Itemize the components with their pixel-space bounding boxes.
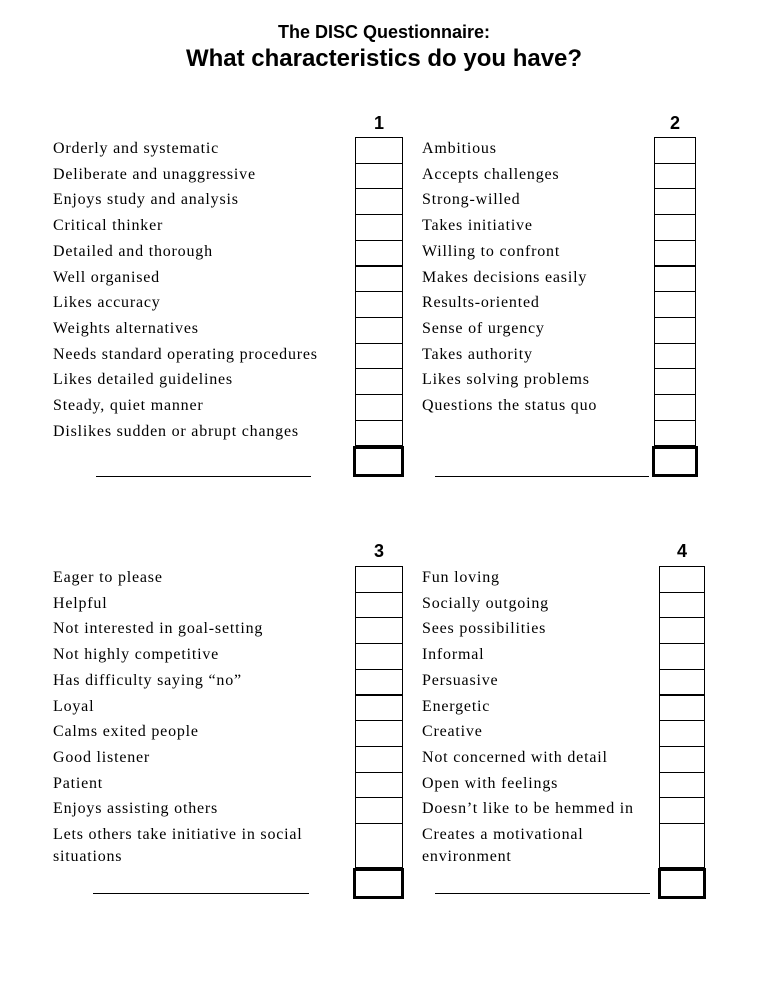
characteristic-label: Questions the status quo (422, 397, 598, 414)
characteristic-checkbox[interactable] (355, 266, 403, 293)
characteristic-label: Willing to confront (422, 242, 561, 260)
section-total-box[interactable] (652, 446, 698, 477)
characteristic-label: Deliberate and unaggressive (53, 165, 256, 183)
characteristic-checkbox[interactable] (659, 669, 705, 696)
characteristic-checkbox[interactable] (355, 343, 403, 370)
characteristic-label: Steady, quiet manner (53, 397, 204, 414)
characteristic-checkbox[interactable] (659, 695, 705, 722)
characteristic-checkbox[interactable] (355, 137, 403, 164)
characteristic-label: Likes solving problems (422, 371, 590, 389)
characteristic-checkbox[interactable] (659, 797, 705, 824)
characteristic-checkbox[interactable] (654, 420, 696, 447)
characteristic-label: Socially outgoing (422, 594, 549, 612)
section-number-2: 2 (669, 113, 680, 133)
characteristic-label: Accepts challenges (422, 165, 560, 183)
characteristic-checkbox[interactable] (355, 566, 403, 593)
characteristic-checkbox[interactable] (654, 188, 696, 215)
characteristic-label: Energetic (422, 697, 491, 715)
characteristic-checkbox[interactable] (654, 163, 696, 190)
characteristic-label: Strong-willed (422, 191, 521, 209)
characteristic-label: Has difficulty saying “no” (53, 671, 242, 689)
characteristic-checkbox[interactable] (355, 188, 403, 215)
characteristic-label: Helpful (53, 594, 108, 612)
characteristic-checkbox[interactable] (654, 291, 696, 318)
section-total-box[interactable] (658, 868, 706, 899)
page-subtitle: What characteristics do you have? (185, 45, 583, 72)
characteristic-checkbox[interactable] (355, 592, 403, 619)
characteristic-label: environment (422, 848, 512, 865)
characteristic-checkbox[interactable] (659, 592, 705, 619)
characteristic-label: situations (53, 848, 123, 865)
characteristic-label: Critical thinker (53, 217, 164, 235)
section-total-box[interactable] (353, 446, 404, 477)
characteristic-label: Lets others take initiative in social (53, 826, 303, 843)
characteristic-checkbox[interactable] (355, 746, 403, 773)
characteristic-label: Needs standard operating procedures (53, 345, 318, 363)
section-signature-line[interactable] (93, 893, 309, 894)
section-total-box[interactable] (353, 868, 404, 899)
section-signature-line[interactable] (96, 476, 311, 477)
characteristic-checkbox[interactable] (659, 772, 705, 799)
characteristic-checkbox[interactable] (355, 797, 403, 824)
characteristic-label: Not interested in goal-setting (53, 620, 264, 638)
characteristic-label: Not concerned with detail (422, 748, 608, 766)
characteristic-label: Sense of urgency (422, 319, 545, 337)
characteristic-checkbox[interactable] (355, 240, 403, 267)
characteristic-label: Enjoys assisting others (53, 800, 219, 818)
characteristic-checkbox[interactable] (355, 214, 403, 241)
characteristic-checkbox[interactable] (355, 394, 403, 421)
characteristic-label: Sees possibilities (422, 620, 547, 638)
section-number-1: 1 (373, 113, 384, 133)
characteristic-checkbox[interactable] (355, 617, 403, 644)
characteristic-checkbox[interactable] (355, 695, 403, 722)
characteristic-label: Takes authority (422, 345, 533, 363)
characteristic-checkbox[interactable] (355, 291, 403, 318)
characteristic-label: Enjoys study and analysis (53, 191, 239, 209)
characteristic-checkbox[interactable] (654, 343, 696, 370)
characteristic-label: Fun loving (422, 569, 500, 586)
characteristic-checkbox[interactable] (654, 368, 696, 395)
characteristic-label: Informal (422, 646, 485, 664)
characteristic-checkbox[interactable] (654, 137, 696, 164)
characteristic-checkbox[interactable] (355, 720, 403, 747)
characteristic-label: Good listener (53, 748, 151, 766)
characteristic-checkbox[interactable] (355, 643, 403, 670)
characteristic-label: Well organised (53, 268, 160, 286)
characteristic-label: Loyal (53, 697, 95, 715)
characteristic-checkbox[interactable] (659, 566, 705, 593)
characteristic-checkbox[interactable] (355, 420, 403, 447)
characteristic-checkbox[interactable] (659, 746, 705, 773)
characteristic-checkbox[interactable] (654, 240, 696, 267)
characteristic-label: Takes initiative (422, 217, 533, 235)
characteristic-label: Creative (422, 723, 483, 741)
characteristic-checkbox[interactable] (355, 317, 403, 344)
page-title: The DISC Questionnaire: (277, 22, 491, 42)
section-number-4: 4 (676, 541, 687, 561)
characteristic-label: Eager to please (53, 569, 163, 586)
characteristic-label: Not highly competitive (53, 646, 220, 664)
characteristic-label: Open with feelings (422, 774, 559, 792)
characteristic-label: Likes accuracy (53, 294, 161, 312)
characteristic-checkbox[interactable] (659, 643, 705, 670)
characteristic-label: Patient (53, 774, 104, 792)
characteristic-checkbox[interactable] (659, 823, 705, 868)
characteristic-label: Doesn’t like to be hemmed in (422, 800, 634, 818)
characteristic-label: Calms exited people (53, 723, 199, 741)
characteristic-label: Makes decisions easily (422, 268, 588, 286)
characteristic-checkbox[interactable] (659, 617, 705, 644)
characteristic-checkbox[interactable] (654, 214, 696, 241)
characteristic-label: Persuasive (422, 671, 499, 689)
characteristic-label: Creates a motivational (422, 826, 584, 843)
characteristic-checkbox[interactable] (355, 368, 403, 395)
characteristic-checkbox[interactable] (654, 266, 696, 293)
characteristic-label: Ambitious (422, 140, 497, 157)
characteristic-checkbox[interactable] (355, 163, 403, 190)
characteristic-checkbox[interactable] (355, 669, 403, 696)
characteristic-label: Dislikes sudden or abrupt changes (53, 422, 299, 440)
characteristic-checkbox[interactable] (659, 720, 705, 747)
characteristic-checkbox[interactable] (355, 823, 403, 868)
characteristic-label: Results-oriented (422, 294, 540, 312)
section-signature-line[interactable] (435, 893, 650, 894)
section-number-3: 3 (373, 541, 384, 561)
characteristic-checkbox[interactable] (654, 394, 696, 421)
characteristic-label: Orderly and systematic (53, 140, 219, 157)
characteristic-checkbox[interactable] (654, 317, 696, 344)
characteristic-checkbox[interactable] (355, 772, 403, 799)
characteristic-label: Weights alternatives (53, 319, 199, 337)
section-signature-line[interactable] (435, 476, 649, 477)
characteristic-label: Detailed and thorough (53, 242, 213, 260)
characteristic-label: Likes detailed guidelines (53, 371, 233, 389)
